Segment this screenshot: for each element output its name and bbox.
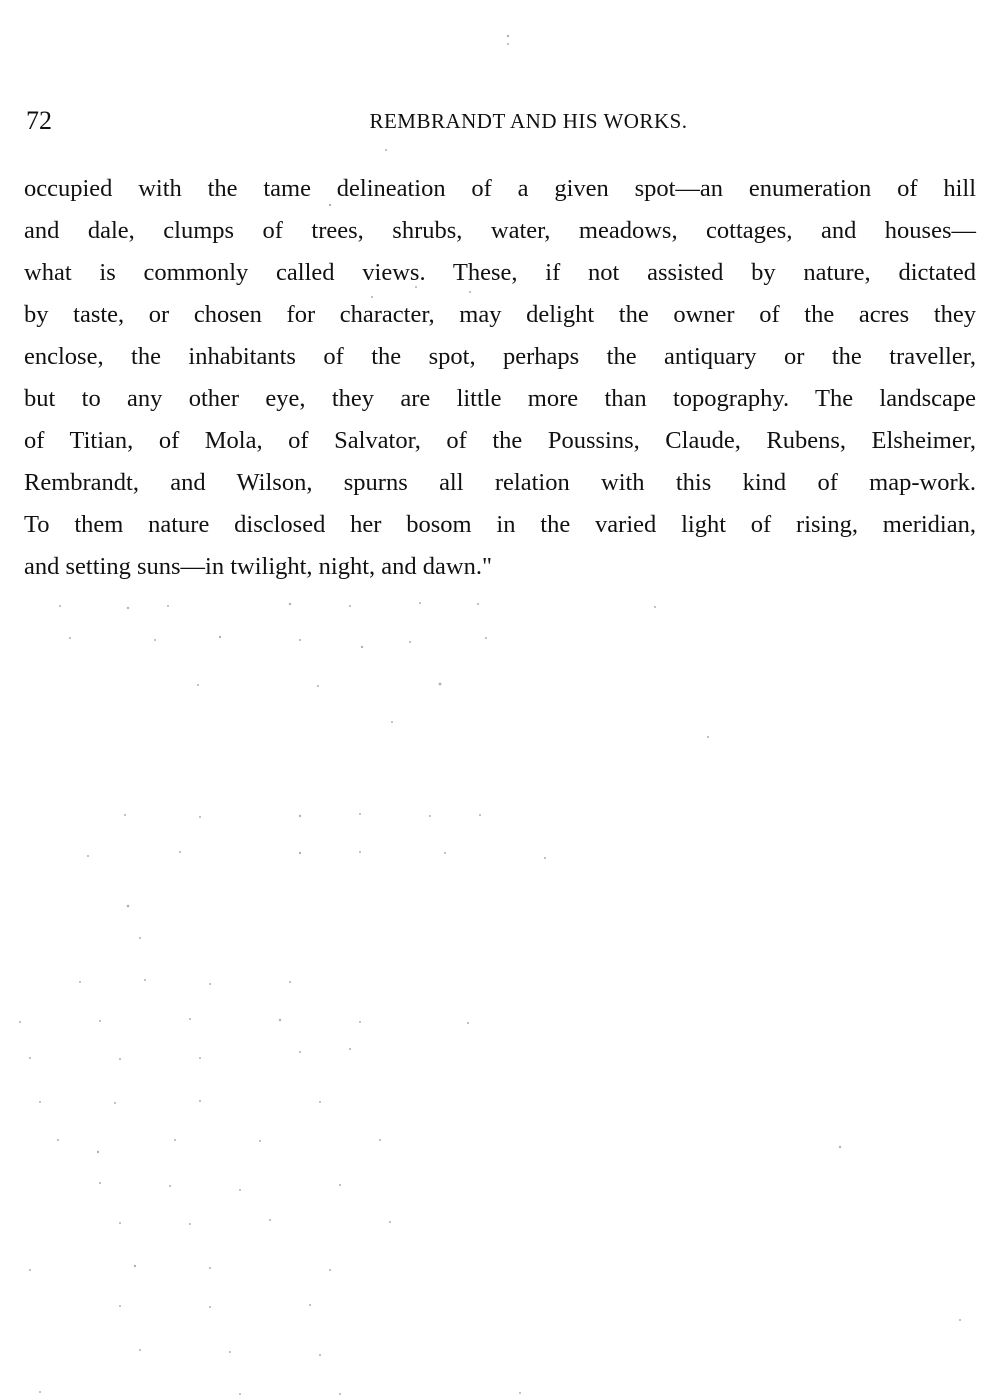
body-paragraph — [24, 168, 976, 588]
text-line: enclose, the inhabitants of the spot, perhaps the antiquary or the traveller, — [24, 343, 976, 370]
text-line: Rembrandt, and Wilson, spurns all relation with this kind of map-work. — [24, 469, 976, 496]
text-line: what is commonly called views. These, if not assisted by nature, dictated — [24, 259, 976, 286]
text-line: To them nature disclosed her bosom in the varied light of rising, meridian, — [24, 511, 976, 538]
running-head: REMBRANDT AND HIS WORKS. — [369, 109, 688, 133]
text-line: occupied with the tame delineation of a given spot—an enumeration of hill — [24, 175, 976, 202]
text-line: and dale, clumps of trees, shrubs, water, meadows, cottages, and houses— — [24, 217, 976, 244]
text-line: of Titian, of Mola, of Salvator, of the Poussins, Claude, Rubens, Elsheimer, — [24, 427, 976, 454]
text-line: by taste, or chosen for character, may delight the owner of the acres they — [24, 301, 976, 328]
page-number: 72 — [26, 106, 52, 135]
page-header — [26, 104, 976, 138]
text-line: but to any other eye, they are little more than topography. The landscape — [24, 385, 976, 412]
text-line: and setting suns—in twilight, night, and dawn." — [24, 553, 492, 580]
